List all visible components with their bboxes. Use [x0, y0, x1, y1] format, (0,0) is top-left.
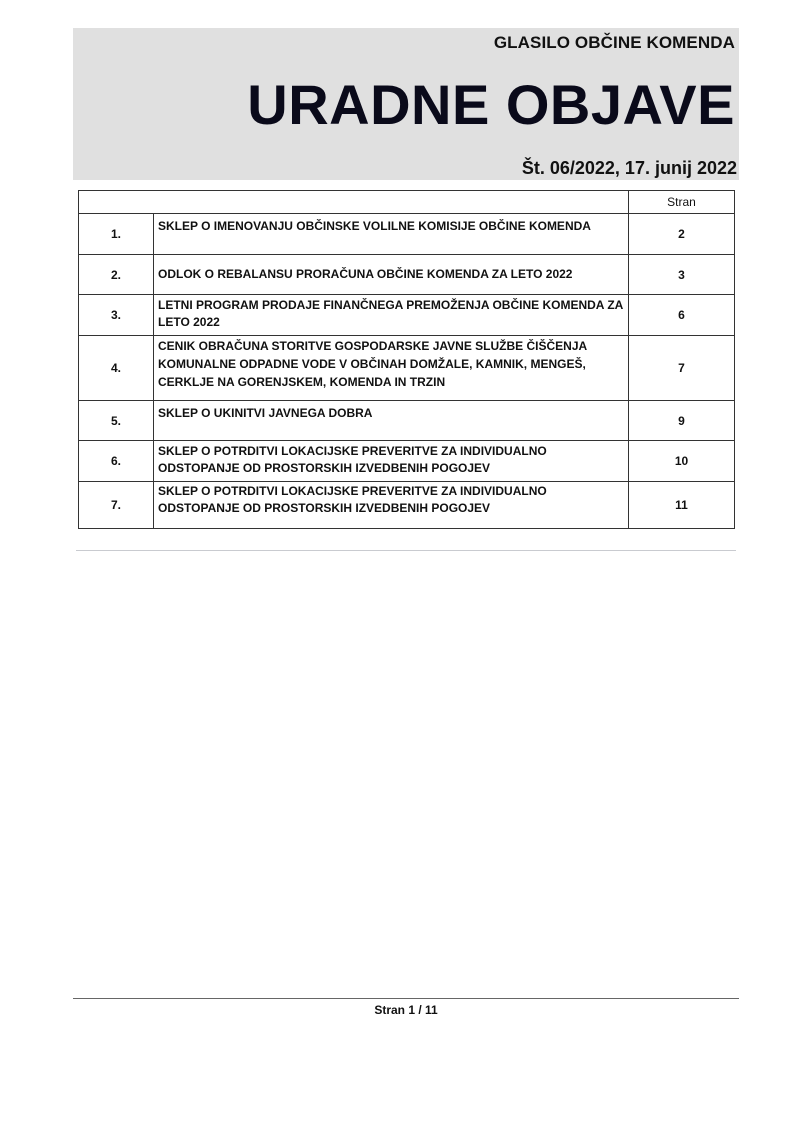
table-row[interactable]	[79, 336, 735, 401]
toc-item-title[interactable]: ODLOK O REBALANSU PRORAČUNA OBČINE KOMENDA ZA LETO 2022	[154, 255, 629, 295]
toc-item-number: 7.	[79, 482, 154, 529]
toc-item-page: 11	[629, 482, 735, 529]
toc-header-blank	[79, 191, 629, 214]
toc-item-title[interactable]: SKLEP O POTRDITVI LOKACIJSKE PREVERITVE ZA INDIVIDUALNO ODSTOPANJE OD PROSTORSKIH IZVEDBENIH POGOJEV	[154, 441, 629, 482]
publication-title: URADNE OBJAVE	[247, 73, 735, 136]
toc-item-title[interactable]: SKLEP O UKINITVI JAVNEGA DOBRA	[154, 401, 629, 441]
table-of-contents	[78, 190, 735, 529]
masthead	[73, 28, 739, 180]
toc-item-title[interactable]: SKLEP O POTRDITVI LOKACIJSKE PREVERITVE ZA INDIVIDUALNO ODSTOPANJE OD PROSTORSKIH IZVEDBENIH POGOJEV	[154, 482, 629, 529]
toc-item-page: 10	[629, 441, 735, 482]
toc-item-title[interactable]: LETNI PROGRAM PRODAJE FINANČNEGA PREMOŽENJA OBČINE KOMENDA ZA LETO 2022	[154, 295, 629, 336]
table-row[interactable]	[79, 214, 735, 255]
toc-page-column-header: Stran	[629, 191, 735, 214]
table-row[interactable]	[79, 255, 735, 295]
toc-item-page: 3	[629, 255, 735, 295]
issue-number-date: Št. 06/2022, 17. junij 2022	[521, 158, 737, 178]
toc-item-number: 2.	[79, 255, 154, 295]
footer-divider	[73, 998, 739, 999]
section-divider	[76, 550, 736, 551]
toc-item-page: 6	[629, 295, 735, 336]
toc-item-page: 2	[629, 214, 735, 255]
toc-item-title[interactable]: SKLEP O IMENOVANJU OBČINSKE VOLILNE KOMISIJE OBČINE KOMENDA	[154, 214, 629, 255]
publisher-name: GLASILO OBČINE KOMENDA	[493, 33, 735, 52]
page-number: Stran 1 / 11	[374, 1003, 438, 1017]
toc-item-number: 5.	[79, 401, 154, 441]
toc-item-title[interactable]: CENIK OBRAČUNA STORITVE GOSPODARSKE JAVNE SLUŽBE ČIŠČENJA KOMUNALNE ODPADNE VODE V OBČINAH DOMŽALE, KAMNIK, MENGEŠ, CERKLJE NA GORENJSKEM, KOMENDA IN TRZIN	[154, 336, 629, 401]
table-row[interactable]	[79, 441, 735, 482]
table-row[interactable]	[79, 295, 735, 336]
toc-item-page: 7	[629, 336, 735, 401]
toc-item-number: 6.	[79, 441, 154, 482]
toc-item-number: 3.	[79, 295, 154, 336]
table-row[interactable]	[79, 401, 735, 441]
toc-item-number: 1.	[79, 214, 154, 255]
toc-item-page: 9	[629, 401, 735, 441]
toc-header-row	[79, 191, 735, 214]
toc-item-number: 4.	[79, 336, 154, 401]
table-row[interactable]	[79, 482, 735, 529]
